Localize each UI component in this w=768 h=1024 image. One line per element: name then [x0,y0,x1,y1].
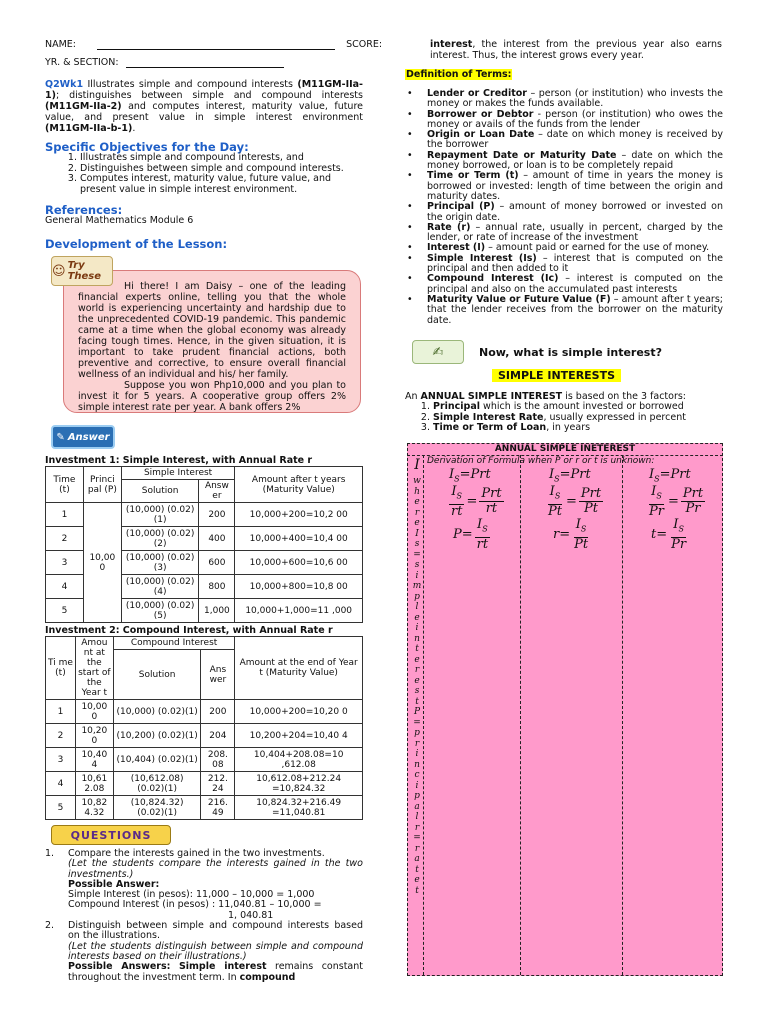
intro-bold: ANNUAL SIMPLE INTEREST [420,391,563,402]
definition-item [405,295,723,326]
definition-term: Compound Interest (Ic) [427,273,559,285]
definition-item [405,171,723,202]
competency-code-2: (M11GM-IIa-2) [45,101,122,112]
table-row [46,503,363,527]
answer-line: Compound Interest (in pesos) : 11,040.81 – 10,000 = [68,899,322,911]
cell-answer: 600 [199,551,235,575]
col-header-compound-interest: Compound Interest [113,637,235,650]
cell-solution: (10,000) (0.02)(4) [121,575,199,599]
question-2-text: Distinguish between simple and compound interests based on the illustrations. [68,920,363,942]
story-paragraph: Suppose you won Php10,000 and you plan to invest it for 5 years. A cooperative group offers 2% simple interest rate per year. A bank offers 2% [78,380,346,413]
intro-text: is based on the 3 factors: [562,391,687,402]
vertical-legend-char: e [414,612,420,623]
cell-amount: 10,824.32+216.49 =11,040.81 [235,796,363,820]
formula-divide-pt: $\frac{I_S}{Pt}$ = $\frac{\text{Prt}}{Pt}$ [548,484,602,519]
factor-bold: Principal [433,401,481,412]
definition-term: Lender or Creditor [427,88,527,99]
investment1-table [45,466,363,623]
competency-code-1: (M11GM-IIa-1) [45,79,363,101]
intro-text: An [405,391,421,402]
cell-time: 1 [46,700,76,724]
cell-amount: 10,200+204=10,40 4 [235,724,363,748]
vertical-legend-char: s [414,686,420,696]
try-these-badge [51,256,113,286]
vertical-legend-char: e [414,497,420,507]
formula-t: t= $\frac{I_S}{Pr}$ [651,517,687,552]
competency-text: ; distinguishes between simple and compound interests [55,90,363,101]
name-line [45,39,382,50]
definition-term: Simple Interest (Is) [427,252,537,264]
definition-term: Borrower or Debtor [427,108,534,120]
col-header-solution: Solution [121,480,199,503]
definition-desc: – interest is computed on the principal and also on the accumulated past interests [427,273,723,295]
name-blank[interactable] [97,40,335,50]
story-bubble [63,270,361,413]
definition-desc: – amount of money borrowed or invested on the origin date. [427,201,723,223]
col-header-simple-interest: Simple Interest [121,467,235,480]
vertical-legend-char: s [414,560,420,570]
table-row [46,796,363,820]
cell-time: 4 [46,772,76,796]
definition-term: Repayment Date or Maturity Date [427,149,617,161]
vertical-legend-char: t [415,864,419,875]
question-number: 2. [45,920,55,932]
definition-desc: – annual rate, usually in percent, charged by the lender, or rate of increase of the investment [427,221,723,244]
story-paragraph: Hi there! I am Daisy – one of the leading financial experts online, telling you that the whole world is experiencing uncertainty and hardship due to the unprecedented COVID-19 pandemic. This pandemic came at a time when the global economy was already facing tough times. Hence, in the given situation, it is important to take prudent financial actions, both preventive and corrective, to ensure overall financial wellness of an individual and his/ her family. [78,281,346,380]
competency-code-3: (M11GM-IIa-b-1) [45,123,133,134]
cell-solution: (10,000) (0.02)(1) [121,503,199,527]
vertical-legend-char: = [413,549,421,560]
table-row [46,772,363,796]
col-header-amount-end: Amount at the end of Year t (Maturity Value) [235,637,363,700]
vertical-legend-char: I [414,457,420,473]
section-line [45,57,284,68]
cell-solution: (10,824.32) (0.02)(1) [113,796,201,820]
definition-desc: – date on which money is received by the borrower [427,129,723,151]
competency-text: . [132,123,136,134]
cell-solution: (10,000) (0.02)(5) [121,599,199,623]
vertical-legend-char: r [414,843,420,854]
col-header-principal: Princi pal (P) [83,467,121,503]
vertical-legend-char: = [413,833,421,843]
cell-answer: 212. 24 [201,772,235,796]
definition-term: Principal (P) [427,201,495,213]
formula-p: P= $\frac{I_S}{rt}$ [453,517,489,552]
name-label: NAME: [45,39,77,50]
vertical-legend-char: a [414,801,420,812]
cell-time: 3 [46,748,76,772]
cell-solution: (10,200) (0.02)(1) [113,724,201,748]
compound-continuation [430,39,722,61]
factors-list [405,402,723,434]
cell-start: 10,00 0 [75,700,113,724]
cell-answer: 204 [201,724,235,748]
vertical-legend-char: h [414,486,420,497]
answer-label: Answer [67,431,110,443]
col-header-amount: Amount after t years (Maturity Value) [235,467,363,503]
questions-badge: QUESTIONS [51,825,171,845]
factor-item [433,423,723,434]
cell-amount: 10,000+800=10,8 00 [235,575,363,599]
vertical-legend-char: = [413,717,421,728]
cartoon-icon: ☺ [52,263,66,279]
formula-is-prt: $I_S=Prt$ [549,467,591,484]
cell-answer: 800 [199,575,235,599]
col-header-solution: Solution [113,650,201,700]
objective-item: 2. Distinguishes between simple and compound interests. [80,164,364,175]
question-2-answer-label: Possible Answers: [68,961,171,973]
vertical-legend-char: l [415,812,419,822]
pencil-icon: ✎ [56,431,65,443]
question-1 [45,849,363,921]
cell-answer: 216. 49 [201,796,235,820]
formula-is-prt: $I_S=Prt$ [649,467,691,484]
question-1-text: Compare the interests gained in the two investments. [68,848,325,859]
cell-start: 10,61 2.08 [75,772,113,796]
col-header-answer: Answ er [199,480,235,503]
factor-text: which is the amount invested or borrowed [480,401,684,412]
answer-line: 1, 040.81 [228,909,274,921]
investment2-caption: Investment 2: Compound Interest, with Annual Rate r [45,625,333,636]
objective-item: 3. Computes interest, maturity value, future value, and present value in simple interest environment. [80,174,364,195]
cell-amount: 10,404+208.08=10 ,612.08 [235,748,363,772]
box-divider [423,455,424,975]
formula-divide-rt: $\frac{I_S}{rt}$ = $\frac{\text{Prt}}{rt}$ [451,484,502,519]
try-these-label: Try These [67,260,102,282]
definition-desc: – amount after t years; that the lender receives from the borrower on the maturity date. [427,293,723,326]
answer-bold: compound [239,971,296,983]
vertical-legend-char: e [414,675,420,686]
questions-block [45,849,363,983]
cell-solution: (10,612.08) (0.02)(1) [113,772,201,796]
definition-item [405,254,723,275]
table-row [46,700,363,724]
vertical-legend-char: r [414,822,420,833]
definition-term: Time or Term (t) [427,170,519,182]
cell-answer: 400 [199,527,235,551]
factor-text: , usually expressed in percent [543,411,686,423]
cell-amount: 10,612.08+212.24 =10,824.32 [235,772,363,796]
answer-badge [51,425,115,449]
references-text: General Mathematics Module 6 [45,215,194,226]
section-blank[interactable] [126,58,284,68]
references-title: References: [45,203,123,217]
box-divider [520,455,521,975]
definition-desc: – interest that is computed on the principal and then added to it [427,252,723,275]
question-1-note: (Let the students compare the interests gained in the two investments.) [68,858,363,880]
cell-time: 4 [46,575,84,599]
vertical-legend-char: P [413,707,421,717]
cell-start: 10,40 4 [75,748,113,772]
vertical-legend-char: r [414,665,420,675]
cell-start: 10,82 4.32 [75,796,113,820]
competency-text: and computes interest, maturity value, future value, and present value in simple interest environment [45,101,363,123]
definition-desc: - person (or institution) who owes the money or avails of the funds from the lender [427,108,724,130]
cell-time: 2 [46,724,76,748]
cell-start: 10,20 0 [75,724,113,748]
col-header-time: Time (t) [46,467,84,503]
vertical-legend-char: p [414,728,420,738]
cell-solution: (10,404) (0.02)(1) [113,748,201,772]
formula-r: r= $\frac{I_S}{Pt}$ [553,517,589,552]
table-row [46,724,363,748]
definition-term: Interest (I) [427,242,486,254]
definition-item [405,130,723,151]
vertical-legend-char: p [414,791,420,801]
question-number: 1. [45,848,55,859]
vertical-legend-char: e [414,654,420,665]
objectives-title: Specific Objectives for the Day: [45,140,249,154]
competency-text: Illustrates simple and compound interests [83,79,298,90]
definition-desc: – amount of time in years the money is borrowed or invested: length of time between the origin and maturity dates. [427,170,723,202]
answer-line: Simple Interest (in pesos): 11,000 – 10,000 = 1,000 [68,889,315,901]
vertical-legend-char: t [415,644,419,654]
cell-amount: 10,000+1,000=11 ,000 [235,599,363,623]
competency-code: Q2Wk1 [45,79,84,90]
cell-time: 5 [46,599,84,623]
cell-time: 2 [46,527,84,551]
objectives-list [52,153,364,195]
definition-desc: – date on which the money borrowed, or loan is to be completely repaid [427,149,723,172]
simple-interests-title: SIMPLE INTERESTS [492,369,621,382]
continuation-text: , the interest from the previous year also earns interest. Thus, the interest grows every year. [430,39,722,61]
thinking-icon: ✍ [412,340,464,364]
development-title: Development of the Lesson: [45,237,228,251]
vertical-legend-char: e [414,875,420,885]
investment2-table [45,636,363,820]
question-2 [45,921,363,983]
formula-box-subtitle: Derivation of Formula when P or r or t is unknown: [427,456,655,466]
cell-amount: 10,000+200=10,2 00 [235,503,363,527]
vertical-legend-char: i [415,570,419,581]
cell-time: 3 [46,551,84,575]
vertical-legend-char: m [412,581,422,591]
vertical-legend-char: r [414,738,420,749]
definition-term: Maturity Value or Future Value (F) [427,293,611,305]
cell-solution: (10,000) (0.02)(1) [113,700,201,724]
definition-item [405,274,723,295]
definition-item [405,110,723,131]
vertical-legend-char: s [414,539,420,549]
cell-solution: (10,000) (0.02)(2) [121,527,199,551]
definitions-list [405,89,723,326]
vertical-legend-char: i [415,780,419,791]
cell-answer: 200 [201,700,235,724]
continuation-bold: interest [430,39,473,50]
question-1-answer-label: Possible Answer: [68,878,160,890]
col-header-amount-start: Amou nt at the start of the Year t [75,637,113,700]
table-row [46,748,363,772]
cell-time: 1 [46,503,84,527]
section-label: YR. & SECTION: [45,57,119,68]
definition-item [405,89,723,110]
formula-is-prt: $I_S=Prt$ [449,467,491,484]
definition-item [405,151,723,172]
objective-item: 1. Illustrates simple and compound interests, and [80,153,364,164]
vertical-legend-char: a [414,854,420,864]
question-2-note: (Let the students distinguish between simple and compound interests based on their illustrations.) [68,940,363,962]
definitions-title: Definition of Terms: [406,69,512,80]
definition-desc: – amount paid or earned for the use of money. [485,242,710,254]
factor-bold: Simple Interest Rate [433,411,544,423]
cell-amount: 10,000+200=10,20 0 [235,700,363,724]
cell-time: 5 [46,796,76,820]
vertical-legend-char: c [414,770,420,780]
answer-text: remains constant throughout the investment term. In [68,961,363,983]
vertical-legend-char: n [414,759,420,770]
vertical-legend-char: w [413,476,421,486]
box-divider [622,455,623,975]
formula-box-title: ANNUAL SIMPLE INETEREST [494,444,636,454]
cell-answer: 200 [199,503,235,527]
vertical-legend-char: r [414,507,420,518]
cell-answer: 208. 08 [201,748,235,772]
cell-answer: 1,000 [199,599,235,623]
vertical-legend-char: t [415,885,419,896]
score-label: SCORE: [346,39,383,50]
definition-desc: – person (or institution) who invests the money or makes the funds available. [427,88,723,110]
col-header-time: Ti me (t) [46,637,76,700]
vertical-legend-char: t [415,696,419,707]
simple-interest-question: Now, what is simple interest? [479,346,662,359]
definition-item [405,202,723,223]
cell-amount: 10,000+600=10,6 00 [235,551,363,575]
factor-text: , in years [546,422,591,433]
competency [45,79,363,134]
investment1-caption: Investment 1: Simple Interest, with Annual Rate r [45,455,313,466]
cell-amount: 10,000+400=10,4 00 [235,527,363,551]
vertical-legend-char: I [415,528,419,539]
vertical-legend-char: i [415,749,419,759]
vertical-legend-char: p [414,591,420,602]
factor-bold: Time or Term of Loan [433,422,547,433]
vertical-legend-char: i [415,623,419,633]
definition-term: Origin or Loan Date [427,129,535,141]
col-header-answer: Ans wer [201,650,235,700]
vertical-legend-char: l [415,602,419,612]
definition-term: Rate (r) [427,221,471,233]
vertical-legend-char: n [414,633,420,644]
vertical-legend-char: e [414,518,420,528]
cell-solution: (10,000) (0.02)(3) [121,551,199,575]
definition-item [405,223,723,244]
answer-bold: Simple interest [178,961,267,973]
cell-principal: 10,00 0 [83,503,121,623]
formula-divide-pr: $\frac{I_S}{Pr}$ = $\frac{\text{Prt}}{Pr}$ [649,484,704,519]
